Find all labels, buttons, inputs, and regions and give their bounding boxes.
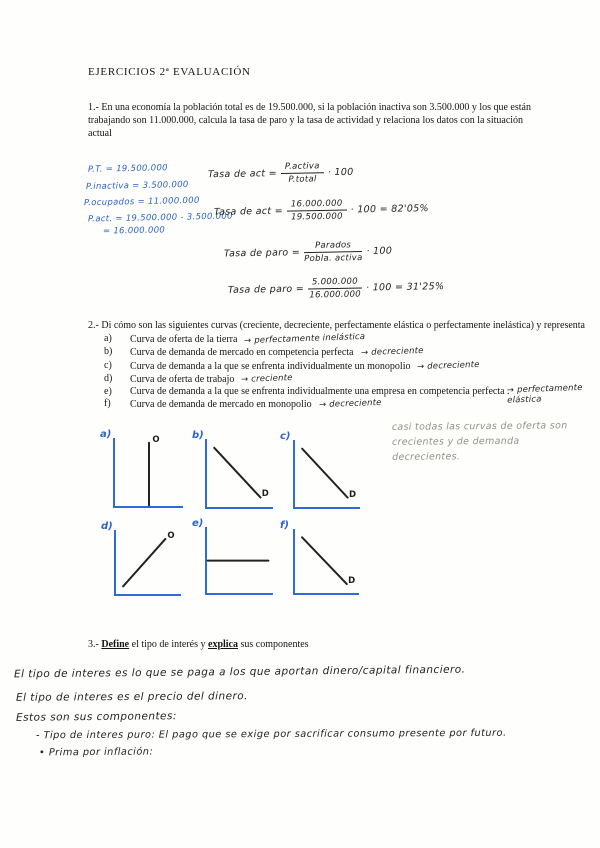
formula-lhs: Tasa de paro = <box>227 283 305 296</box>
question-1 <box>88 101 546 140</box>
question-3 <box>88 638 508 651</box>
fraction-numerator: 16.000.000 <box>287 199 347 212</box>
formula-lhs: Tasa de act = <box>207 168 278 181</box>
item-text: Curva de oferta de trabajo <box>130 373 235 385</box>
fraction-numerator: Parados <box>304 240 363 253</box>
item-text: Curva de demanda a la que se enfrenta individualmente un monopolio <box>130 360 411 372</box>
formula-suffix: · 100 <box>365 282 392 294</box>
vertical-curve <box>115 438 183 506</box>
question-1-text: En una economía la población total es de 19.500.000, si la población inactiva son 3.500.000 y los que están trabajando son 11.000.000, calcula la tasa de paro y la tasa de actividad y relaciona los datos con la situación actual <box>88 102 531 139</box>
blue-note-ocupados: P.ocupados = 11.000.000 <box>83 195 200 209</box>
list-item-f <box>102 398 593 411</box>
blue-note-poblacion-activa: P.act. = 19.500.000 - 3.500.000 <box>87 211 233 225</box>
question-1-number: 1.- <box>88 102 99 113</box>
question-3-explica: explica <box>208 639 238 650</box>
graph-letter-label: c) <box>280 431 291 442</box>
curve-label: O <box>152 435 160 446</box>
curve-label: D <box>348 576 356 587</box>
handwritten-annotation: → decreciente <box>417 359 481 372</box>
graph-a-oferta-tierra <box>100 429 183 508</box>
formula-suffix: · 100 <box>350 204 377 216</box>
formula-tasa-paro-def <box>224 240 393 266</box>
list-item-c <box>102 360 593 373</box>
horizontal-curve <box>207 527 273 593</box>
graph-letter-label: e) <box>192 518 204 529</box>
question-2-text: Di cómo son las siguientes curvas (creciente, decreciente, perfectamente elástica o perfectamente inelástica) y representa <box>101 320 585 331</box>
fraction-denominator: Pobla. activa <box>304 253 363 265</box>
curve-label: D <box>261 489 269 500</box>
handwritten-annotation: → perfectamente elástica <box>506 383 583 406</box>
item-letter: a) <box>104 333 112 344</box>
fraction <box>281 161 324 185</box>
question-3-text-a: el tipo de interés y <box>129 639 208 650</box>
answer-line-4: - Tipo de interes puro: El pago que se exige por sacrificar consumo presente por futuro. <box>35 727 507 742</box>
formula-result: = 82'05% <box>379 203 429 215</box>
handwritten-annotation: → creciente <box>241 372 294 385</box>
graph-c-demanda-monopolio <box>280 431 360 509</box>
fraction-denominator: P.total <box>288 174 317 185</box>
question-2 <box>88 319 593 412</box>
question-3-number: 3.- <box>88 639 99 650</box>
fraction-denominator: 19.500.000 <box>290 211 343 223</box>
list-item-b <box>102 346 593 359</box>
fraction-denominator: 16.000.000 <box>309 289 362 301</box>
formula-tasa-actividad-def <box>208 161 354 187</box>
formula-result: = 31'25% <box>394 281 445 293</box>
fraction-numerator: P.activa <box>281 161 324 174</box>
answer-line-5: • Prima por inflación: <box>38 746 154 759</box>
graph-b-demanda-competencia <box>192 430 273 509</box>
handwritten-annotation: → decreciente <box>360 346 424 359</box>
formula-suffix: · 100 <box>366 245 393 257</box>
formula-lhs: Tasa de act = <box>213 205 284 218</box>
formula-tasa-actividad-calc <box>214 197 429 224</box>
fraction <box>304 240 363 264</box>
graph-e-demanda-empresa-cp <box>192 518 273 595</box>
item-letter: d) <box>104 372 113 384</box>
answer-line-2: El tipo de interes es el precio del dinero. <box>15 690 248 704</box>
answer-line-1: El tipo de interes es lo que se paga a los que aportan dinero/capital financiero. <box>13 663 466 681</box>
formula-tasa-paro-calc <box>228 275 445 302</box>
blue-note-poblacion-inactiva: P.inactiva = 3.500.000 <box>85 179 189 193</box>
graph-d-oferta-trabajo <box>101 521 181 596</box>
question-3-text-b: sus componentes <box>238 639 309 650</box>
question-2-item-list <box>102 333 593 412</box>
question-2-number: 2.- <box>88 320 99 331</box>
curve-label: D <box>348 489 356 500</box>
graph-letter-label: b) <box>192 430 204 441</box>
handwritten-annotation: → perfectamente inelástica <box>244 331 366 347</box>
answer-line-3: Estos son sus componentes: <box>15 710 177 724</box>
graph-letter-label: a) <box>100 429 112 440</box>
graph-f-demanda-mercado-monopolio <box>280 520 359 595</box>
graph-letter-label: f) <box>280 520 289 531</box>
blue-note-resultado-activa: = 16.000.000 <box>102 225 166 237</box>
fraction <box>287 199 347 223</box>
item-letter: f) <box>104 398 111 410</box>
item-letter: e) <box>104 386 112 398</box>
item-text: Curva de oferta de la tierra <box>130 334 238 345</box>
graph-letter-label: d) <box>101 521 113 532</box>
formula-suffix: · 100 <box>327 166 354 179</box>
blue-note-poblacion-total: P.T. = 19.500.000 <box>87 163 168 175</box>
item-text: Curva de demanda a la que se enfrenta individualmente una empresa en competencia perfecta . <box>130 386 510 398</box>
item-letter: b) <box>104 346 113 358</box>
curve-label: O <box>167 531 175 542</box>
page-title: EJERCICIOS 2ª EVALUACIÓN <box>88 66 251 78</box>
formula-lhs: Tasa de paro = <box>223 247 301 260</box>
fraction-numerator: 5.000.000 <box>308 277 362 290</box>
item-text: Curva de demanda de mercado en competencia perfecta <box>130 347 354 359</box>
pencil-margin-note: casi todas las curvas de oferta son crecientes y de demanda decrecientes. <box>391 420 568 463</box>
item-letter: c) <box>104 359 112 371</box>
item-text: Curva de demanda de mercado en monopolio <box>130 399 312 411</box>
question-3-define: Define <box>101 639 130 650</box>
fraction <box>308 277 362 301</box>
handwritten-annotation: → decreciente <box>318 398 382 411</box>
list-item-a <box>102 333 593 346</box>
